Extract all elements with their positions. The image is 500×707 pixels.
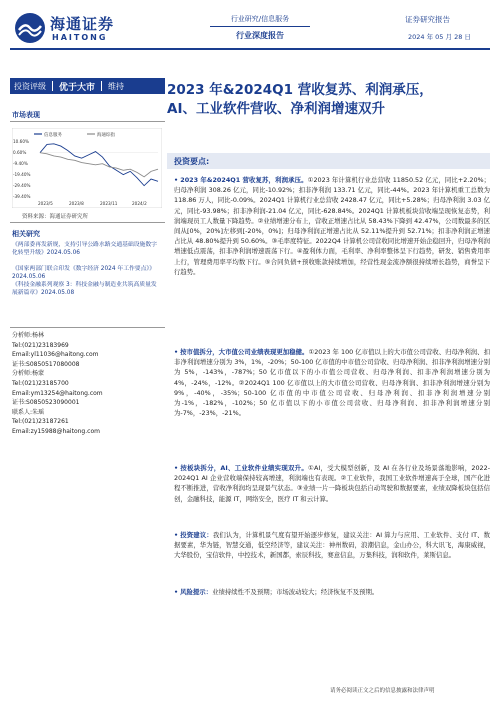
report-category: 证券研究报告 (405, 15, 450, 24)
analyst-email[interactable]: Email:yl11036@haitong.com (12, 351, 99, 359)
contact-tel: Tel:(021)23187261 (12, 418, 69, 426)
analyst-name: 分析师:杨林 (12, 332, 45, 339)
market-line-chart (12, 128, 162, 208)
rating-separator (52, 81, 53, 91)
related-research-label: 相关研究 (12, 230, 40, 238)
left-divider (10, 327, 165, 328)
paragraph-body: ①2023 年 100 亿市值以上的大市值公司营收、归母净利润、扣非净利润增速分别为 3%，1%，-20%；50-100 亿市值的中市值公司营收、归母净利润、扣非净利润增速分别为 5%，-143%，-787%；50 亿市值以下的小市值公司营收、归母净利润、扣非净利润增速分别为 4%，-24%，-12%。②2024Q1 100 亿市值以上的大市值公司营收、归母净利润、扣非净利润增速分别为 9%，-40%，-35%；50-100 亿市值的中市值公司营收、归母净利润、扣非净利润增速分别为-1%，-182%，-102%；50 亿市值以下的小市值公司营收、归母净利润、扣非净利润增速分别为-7%，-23%，-21%。 (174, 348, 490, 418)
analyst-name: 分析师:杨蒙 (12, 370, 45, 378)
y-tick-label: -19.40% (13, 172, 31, 177)
logo-chinese-text: 海通证券 (50, 15, 115, 33)
header-rule (10, 48, 490, 50)
paragraph-heading: 投资建议： (180, 531, 213, 539)
related-item[interactable]: 《两部委再发新规，支持引导公路水路交通基础设施数字化转型升级》2024.05.06 (12, 242, 157, 256)
rating-label: 投资评级 (14, 81, 46, 91)
summary-paragraph (174, 175, 490, 277)
paragraph-body: ①2023 年计算机行业总营收 11850.52 亿元，同比+2.20%；归母净利润 308.26 亿元，同比-10.92%；扣非净利润 133.71 亿元，同比-44%。2023 年计算机重工总数为 118.86 万人，同比-0.09%。2024Q1 计算机行业总营收 2428.47 亿元，同比+5.28%；归母净利润 3.03 亿元，同比-93.98%；扣非净利润-21.04 亿元，同比-628.84%。2024Q1 计算机板块营收端呈现恢复态势，利润端现员工人数量下降趋势。②业绩增速分布上，营收正增速占比从 58.43%下降到 42.47%，公司数最多的区间从[0%，20%]左移到[-20%，0%]；归母净利润正增速占比从 52.11%提升到 52.71%；扣非净利润正增速占比从 48.80%提升到 50.60%。③毛率度特征。2022Q4 计算机公司营收同比增速开始企稳回升，归母净利润增速低点震荡，扣非净利润增速震荡下行。④盈利体力面，毛利率、净利率整体呈下行趋势，研发、销售费用率上行，管理费用率平均数下行。⑤合同负债+预收账款持续增加，经营性现金流净额很持续增长趋势，商誉呈下行趋势。 (174, 176, 490, 276)
bullet-icon: • (174, 176, 179, 184)
rating-box (10, 78, 165, 94)
bullet-icon: • (174, 588, 179, 596)
chart-frame (12, 128, 162, 208)
summary-paragraph (174, 587, 490, 597)
legend-info-service: 信息服务 (44, 133, 62, 138)
analyst-contacts (12, 331, 103, 437)
legend-haitong-index: 海通综指 (97, 133, 115, 138)
header-mid-divider (210, 26, 310, 27)
analyst-tel: Tel:(021)23185700 (12, 379, 69, 387)
x-tick-label: 2024/2 (132, 201, 147, 206)
report-title-line2: AI、工业软件营收、净利润增速双升 (167, 101, 385, 117)
contact-name: 联系人:朱瑶 (12, 408, 45, 416)
y-tick-label: -29.40% (13, 183, 31, 188)
left-divider (10, 121, 165, 122)
y-tick-label: -9.40% (13, 161, 28, 166)
left-divider (10, 222, 165, 223)
disclaimer-footer: 请务必阅读正文之后的信息披露和法律声明 (330, 688, 435, 694)
chart-source-note: 资料来源：海通证券研究所 (22, 214, 89, 220)
y-tick-label: 10.60% (13, 139, 29, 144)
report-date: 2024 年 05 月 28 日 (408, 33, 471, 41)
y-tick-label: -39.40% (13, 194, 31, 199)
market-performance-label: 市场表现 (12, 111, 40, 119)
related-item[interactable]: 《国家两部门联合印发《数字经济 2024 年工作要点》》2024.05.06 (12, 266, 156, 280)
report-title-line1: 2023 年&2024Q1 营收复苏、利润承压， (167, 82, 433, 98)
paragraph-heading: 按板块拆分，AI、工业软件业绩实现双升。 (180, 464, 309, 472)
paragraph-heading: 风险提示： (180, 588, 213, 596)
bullet-icon: • (174, 348, 179, 356)
key-points-label: 投资要点: (174, 157, 210, 166)
key-points-bar (167, 153, 490, 169)
y-tick-label: 0.60% (13, 150, 27, 155)
analyst-cert: 证书:S0850523090001 (12, 399, 80, 407)
paragraph-body: ①AI，受大模型创新，及 AI 在各行业及场景落地影响，2022-2024Q1 AI 企业营收端保持较高增速，利润端也有表现。②工业软件，我国工业软件增速高于全球，国产化进程不断推进，营收净利润均呈现景气状态。③业绩一片一降板块包括自动驾驶和数据要素，业绩双降板块包括信创，金融科技，能源 IT，网络安全，医疗 IT 和云计算。 (174, 464, 490, 503)
x-tick-label: 2023/11 (100, 201, 118, 206)
rating-separator (101, 81, 102, 91)
bullet-icon: • (174, 464, 179, 472)
contact-email[interactable]: Email:zy15988@haitong.com (12, 427, 100, 435)
paragraph-body: 我们认为，计算机景气度有望开始逐步修复，建议关注：AI 算力与应用、工业软件、支付 IT、数据要素，华为链，智慧交通，低空经济等，建议关注：神州数码，浪潮信息，金山办公，科大讯飞，海康威视，大华股份，宝信软件，中控技术，新国都，索辰科技，赛意信息，万集科技，润和软件，莱斯信息。 (174, 531, 491, 560)
analyst-cert: 证书:S0850517080008 (12, 360, 80, 368)
analyst-tel: Tel:(021)23183969 (12, 341, 69, 349)
haitong-logo-icon (14, 12, 46, 44)
paragraph-body: 业绩持续性不及预期；市场波动较大；经济恢复不及预期。 (212, 588, 379, 596)
summary-paragraph (174, 463, 490, 504)
logo-english-text: HAITONG (52, 33, 108, 42)
bullet-icon: • (174, 531, 179, 539)
rating-status: 维持 (108, 81, 125, 91)
x-tick-label: 2023/8 (69, 201, 84, 206)
summary-paragraph (174, 347, 490, 418)
related-item[interactable]: 《科技金融系列观察 3：科技金融与制造业共筑高质量发展新篇章》2024.05.08 (12, 282, 157, 296)
analyst-email[interactable]: Email:ym13254@haitong.com (12, 389, 103, 397)
summary-paragraph (174, 530, 490, 561)
paragraph-heading: 2023 年&2024Q1 营收复苏，利润承压。 (180, 176, 308, 184)
report-type-label: 行业深度报告 (236, 31, 284, 40)
x-tick-label: 2023/5 (38, 201, 53, 206)
industry-label: 行业研究/信息服务 (230, 15, 290, 23)
paragraph-heading: 按市值拆分，大市值公司业绩表现更加稳健。 (180, 348, 309, 356)
rating-value: 优于大市 (59, 82, 96, 93)
